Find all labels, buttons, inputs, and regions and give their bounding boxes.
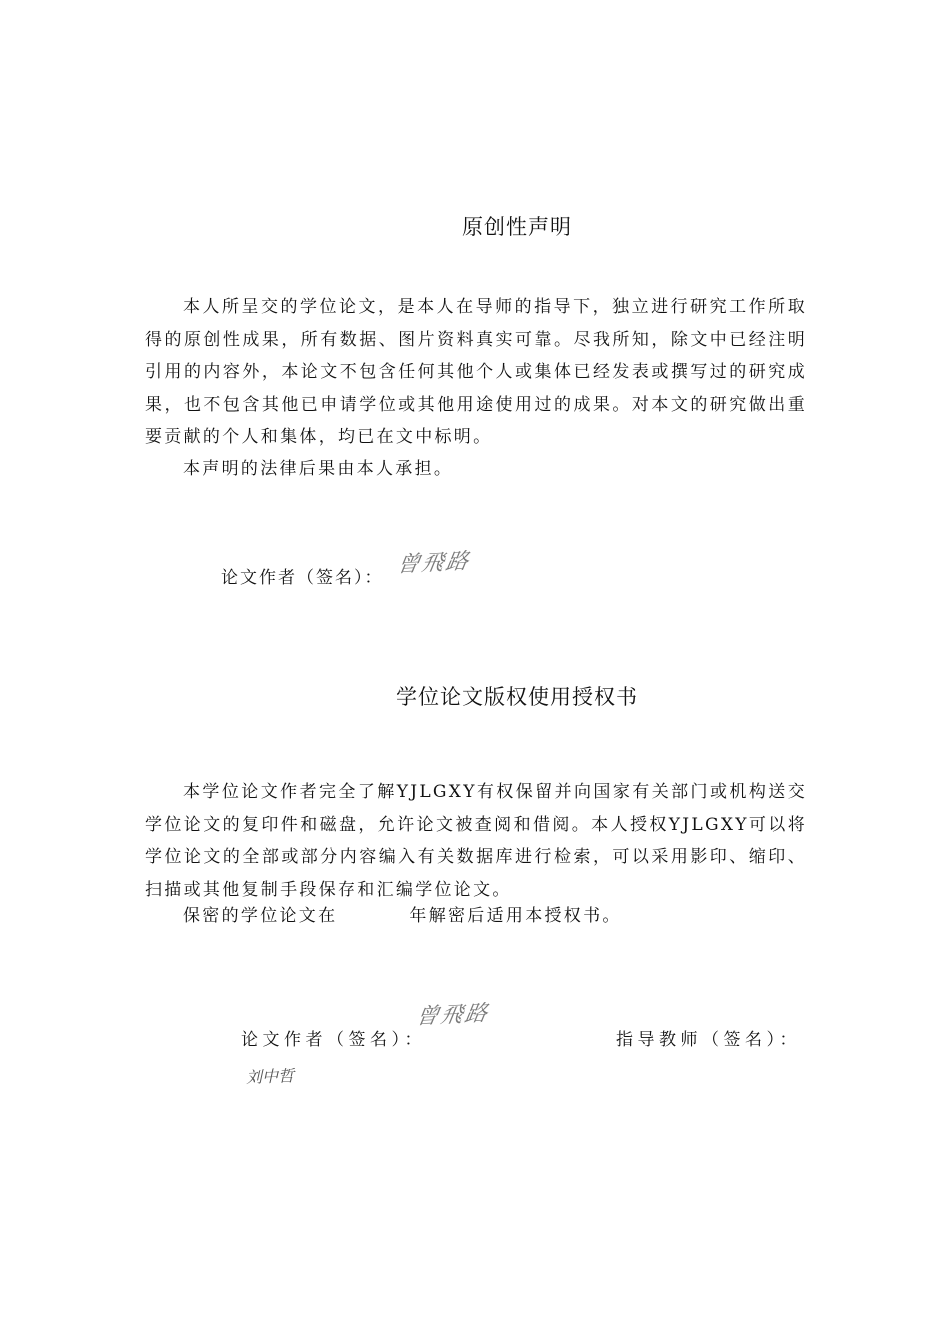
authorization-paragraph: 本学位论文作者完全了解YJLGXY有权保留并向国家有关部门或机构送交学位论文的复印件和磁盘，允许论文被查阅和借阅。本人授权YJLGXY可以将学位论文的全部或部分内容编入有关数据库进行检索，可以采用影印、缩印、扫描或其他复制手段保存和汇编学位论文。: [145, 782, 807, 900]
declaration-paragraph: 本人所呈交的学位论文，是本人在导师的指导下，独立进行研究工作所取得的原创性成果，所有数据、图片资料真实可靠。尽我所知，除文中已经注明引用的内容外，本论文不包含任何其他个人或集体已经发表或撰写过的研究成果，也不包含其他已申请学位或其他用途使用过的成果。对本文的研究做出重要贡献的个人和集体，均已在文中标明。: [145, 297, 807, 447]
declaration-liability-paragraph: 本声明的法律后果由本人承担。: [183, 459, 454, 479]
authorization-title: 学位论文版权使用授权书: [396, 685, 638, 709]
declaration-title: 原创性声明: [462, 215, 572, 239]
confidentiality-text-after: 年解密后适用本授权书。: [409, 906, 622, 926]
declaration-author-signature-label: 论文作者（签名）：: [221, 568, 384, 588]
confidentiality-text-before: 保密的学位论文在: [183, 906, 338, 926]
authorization-author-handwritten-signature: 曾飛路: [414, 1001, 492, 1030]
advisor-handwritten-signature: 刘中哲: [245, 1066, 295, 1087]
authorization-author-signature-label: 论文作者（签名）：: [241, 1030, 426, 1050]
confidentiality-paragraph: [145, 900, 807, 933]
advisor-signature-label: 指导教师（签名）：: [616, 1030, 801, 1050]
declaration-author-handwritten-signature: 曾飛路: [395, 549, 473, 578]
